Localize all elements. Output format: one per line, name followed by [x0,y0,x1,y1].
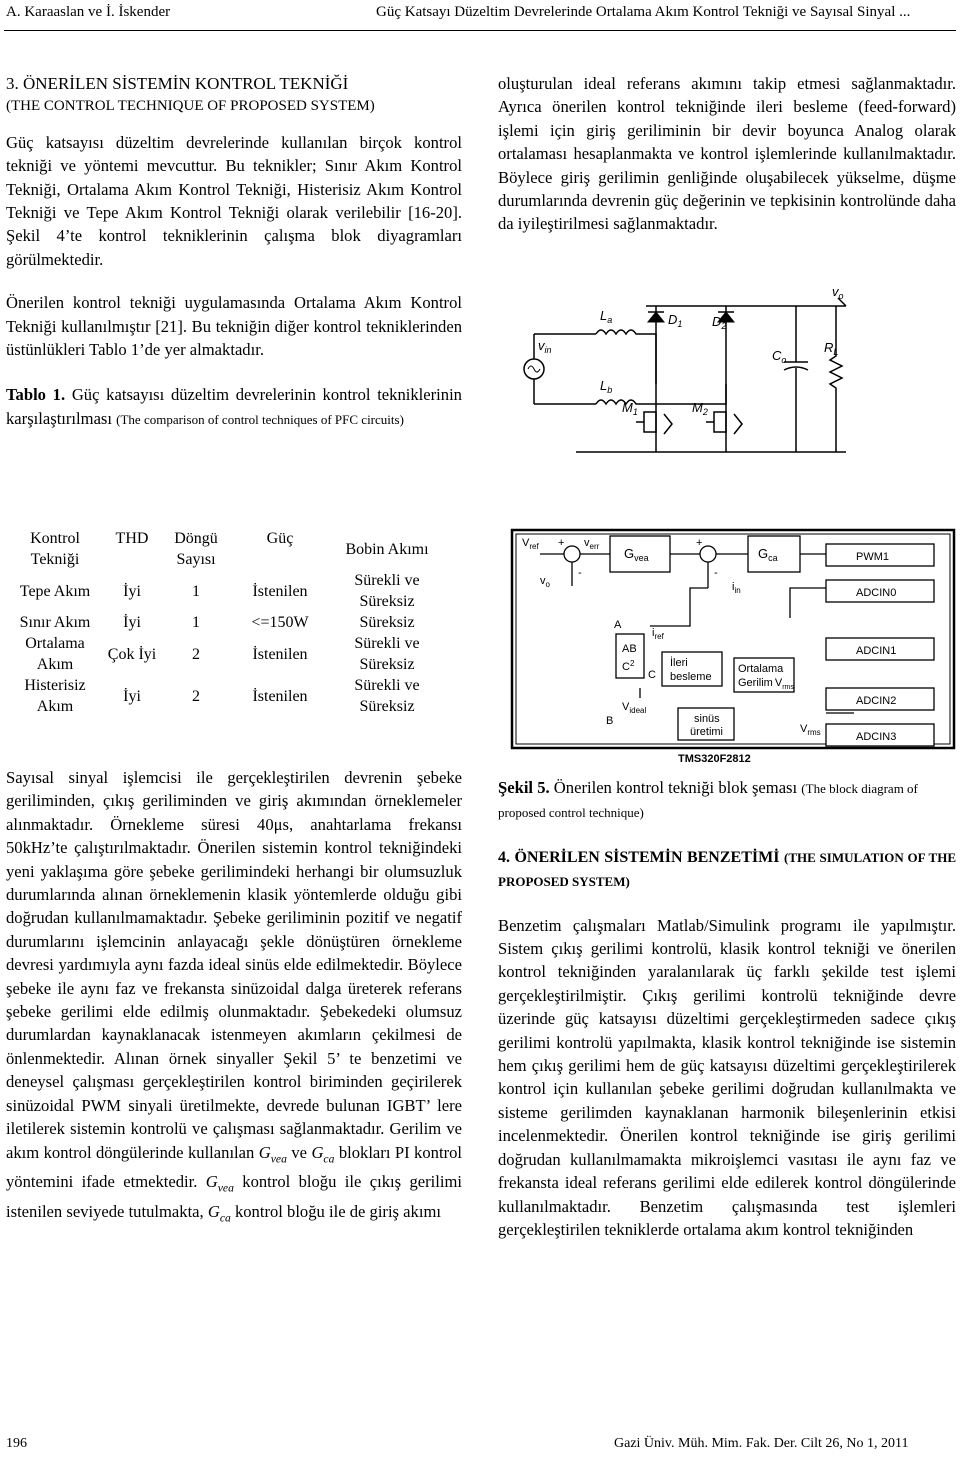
comparison-table [6,528,446,717]
section3-subtitle: (THE CONTROL TECHNIQUE OF PROPOSED SYSTEM) [6,98,375,115]
table-cell: <=150W [251,614,309,631]
right-top-paragraph: oluşturulan ideal referans akımını takip etmesi sağlanmaktadır. Ayrıca önerilen kontrol tekniğinde ileri besleme (feed-forward) işlemi için giriş geriliminin bir devir boyunca Analog olarak ortalaması hesaplanmakta ve kontrol işlemlerinde kullanılmaktadır. Böylece giriş gerilimin genliğinde oluşabilecek yükselme, düşme durumlarında devrenin güç değerinin ve tepkisinin kontrolünde daha da iyileştirilmesi sağlanmaktadır. [498,74,956,234]
table-cell: İyi [123,687,141,705]
table-header-cell: THD [115,530,149,547]
figure5-label: Şekil 5. [498,778,550,797]
section3-paragraph-2: Önerilen kontrol tekniği uygulamasında Ortalama Akım Kontrol Tekniği kullanılmıştır [21]. Bu tekniğin diğer kontrol tekniklerinden üstünlükleri Tablo 1’de yer almaktadır. [6,293,462,360]
circuit-d2-label: $D_2$ [712,314,727,331]
journal-footer: Gazi Üniv. Müh. Mim. Fak. Der. Cilt 26, No 1, 2011 [614,1436,909,1451]
bd-ab-label: AB [622,643,637,655]
diode-d1-icon [648,312,664,322]
circuit-co-label: $C_o$ [772,348,787,365]
bd-iref-label: $i_{ref}$ [652,627,664,641]
table-cell: İstenilen [252,582,308,600]
table1-caption-en: (The comparison of control techniques of PFC circuits) [116,411,404,427]
control-block-diagram [510,528,956,766]
bd-gca-label: $G_{ca}$ [758,546,778,563]
gvea-symbol-2: G [205,1172,218,1192]
right-top-block [498,72,956,236]
table-header-cell: Kontrol Tekniği [30,530,80,568]
table-row [6,612,446,633]
table-cell: Çok İyi [107,645,157,663]
bd-adc3-label: ADCIN3 [856,731,897,743]
bd-verr-label: $v_{err}$ [584,537,600,551]
bd-b-label: B [606,715,614,727]
page-number: 196 [6,1436,27,1451]
figure5-caption-tr: Önerilen kontrol tekniği blok şeması [553,778,798,797]
section3-block [6,72,462,431]
bd-ileri-label: İleri [670,657,688,669]
bd-a-label: A [614,619,622,631]
bd-dsp-label: TMS320F2812 [678,753,751,765]
bd-iin-label: $i_{in}$ [732,581,741,595]
bd-gerilim-label: Gerilim $V_{rms}$ [738,677,794,691]
table-cell: Sürekli ve Süreksiz [354,635,420,673]
figure5-caption [498,776,956,825]
circuit-d1-label: $D_1$ [668,312,683,329]
table-row [6,675,446,717]
table-cell: İstenilen [252,645,308,663]
bd-videal-label: $V_{ideal}$ [622,701,647,715]
left-body-text-d: kontrol bloğu ile de giriş akımı [230,1201,441,1221]
bd-adc2-label: ADCIN2 [856,695,897,707]
bd-plus-label-2: + [696,537,703,549]
table-cell: 1 [192,582,200,600]
header-rule [4,30,956,31]
table-cell: Histerisiz Akım [24,677,86,715]
bd-c2-label: $C^2$ [622,659,635,673]
table-cell: 1 [192,614,200,631]
table-header-cell: Bobin Akımı [345,540,429,558]
gvea-sub: vea [270,1151,287,1165]
left-body-text: Sayısal sinyal işlemcisi ile gerçekleştirilen devrenin şebeke geriliminden, çıkış geriliminden ve giriş akımından örneklemeler alınmaktadır. Örnekleme süresi 40μs, anahtarlama frekansı 50kHz’te çalıştırılmaktadır. Önerilen sistemin kontrol tekniğindeki yeni yaklaşıma göre şebeke gerilimindeki herhangi bir olumsuzluk durumlarında alınan örneklemenin klasik yöntemlerde olduğu gibi doğrudan kullanılmamaktadır. Şebeke geriliminin pozitif ve negatif durumlarını işlemcinin anlayacağı şekle dönüştüren örnekleme devresi yardımıyla aynı fazda ideal sinüs elde edilmektedir. Böylece şebeke ile aynı faz ve frekansta sinüzoidal dalga üreterek referans şebeke gerilimi elde edilmiş olunmaktadır. Şebekedeki olumsuz durumlardan kaynaklanacak istenmeyen akımların çekilmesi de önlenmektedir. Alınan örnek sinyaller Şekil 5’ te benzetimi ve deneysel çalışması gerçekleştirilen kontrol biriminden geçirilerek sinüzoidal PWM sinyali üretilmekte, devrede bulunan IGBT’ lere iletilerek sistemin kontrolü ve çalışması sağlanmaktadır. Gerilim ve akım kontrol döngülerinde kullanılan [6,768,462,1162]
bd-adc1-label: ADCIN1 [856,645,897,657]
left-body-block [6,766,462,1230]
table-cell: Sürekli ve Süreksiz [354,572,420,610]
table-cell: Sınır Akım [19,614,91,631]
table-header-cell: Güç [266,530,294,547]
left-body-text-b: blokları PI kontrol yöntemini ifade etmektedir. [6,1142,462,1192]
table-cell: Tepe Akım [19,582,91,600]
bd-minus-label: - [578,567,582,579]
table-header-row [6,528,446,570]
bd-ortalama-label: Ortalama [738,663,784,675]
gca-symbol: G [311,1142,324,1162]
table1-label: Tablo 1. [6,385,66,405]
table-cell: 2 [192,645,200,663]
table-cell: İyi [123,614,141,631]
circuit-m1-label: $M_1$ [622,400,638,417]
table-row [6,633,446,675]
gvea-sub-2: vea [217,1181,234,1195]
running-header-authors: A. Karaaslan ve İ. İskender [6,4,171,20]
gca-sub: ca [323,1151,335,1165]
bd-besleme-label: besleme [670,671,712,683]
section3-paragraph-1: Güç katsayısı düzeltim devrelerinde kullanılan birçok kontrol tekniği ve yöntemi mevcuttur. Bu teknikler; Sınır Akım Kontrol Tekniği, Ortalama Akım Kontrol Tekniği, Histerisiz Akım Kontrol Tekniği ve Tepe Akım Kontrol Tekniği olarak verilebilir [16-20]. Şekil 4’te kontrol tekniklerinin çalışma blok diyagramları görülmektedir. [6,132,462,269]
section4-title: 4. ÖNERİLEN SİSTEMİN BENZETİMİ [498,848,780,866]
circuit-vin-label: $v_{in}$ [538,338,552,355]
table1-caption-tr: Güç katsayısı düzeltim devrelerinin kontrol tekniklerinin karşılaştırılması [6,385,462,428]
figure5-caption-en: (The block diagram of proposed control technique) [498,781,918,821]
table1-caption [6,383,462,431]
bd-sinus-label: sinüs [694,713,720,725]
bd-minus-label-2: - [714,567,718,579]
bd-adc0-label: ADCIN0 [856,587,897,599]
right-bottom-block [498,776,956,1241]
table-cell: Ortalama Akım [25,635,85,673]
pfc-circuit-figure [516,284,856,464]
circuit-vo-label: $v_o$ [832,284,844,301]
bd-vref-label: $V_{ref}$ [522,537,539,551]
section4-heading [498,845,956,894]
gvea-symbol: G [258,1142,271,1162]
bd-c-label: C [648,669,656,681]
table-header-cell: Döngü Sayısı [174,530,218,568]
table-row [6,570,446,612]
section3-title: 3. ÖNERİLEN SİSTEMİN KONTROL TEKNİĞİ [6,74,349,93]
table-cell: 2 [192,687,200,705]
conj-text: ve [286,1142,312,1162]
bd-plus-label: + [558,537,565,549]
left-body-text-c: kontrol bloğu ile çıkış gerilimi istenilen seviyede tutulmakta, [6,1172,463,1221]
bd-vrms-label: $V_{rms}$ [800,723,821,737]
circuit-lb-label: $L_b$ [600,378,613,395]
bd-pwm-label: PWM1 [856,551,889,563]
left-body-paragraph [6,766,462,1230]
section4-paragraph: Benzetim çalışmaları Matlab/Simulink programı ile yapılmıştır. Sistem çıkış gerilimi kontrolü, klasik kontrol tekniği ve önerilen kontrol tekniğinden yaralanılarak üç farklı şekilde test işlemi gerçekleştirilmiştir. Çıkış gerilimi kontrolü tekniğinde devre üzerinde güç katsayısı düzeltimi gerçekleştirmeden sadece çıkış gerilimi kontrolü yapılmakta, klasik kontrol tekniğinde ise sistemin hem çıkış gerilimi hem de güç katsayısı düzeltimi gerçekleştirilerek kontrol için kullanılan şebeke gerilimi doğrudan kullanılmakta ve sisteme gerilimden kaynaklanan harmonik bileşenlerinin etkisi incelenmektedir. Önerilen kontrol tekniğinde ise giriş gerilimi doğrudan kullanılmamakta mikroişlemci vasıtası ile aynı faz ve frekansta ideal referans gerilimi elde edilerek kontrol döngülerinde kullanılmaktadır. Benzetim çalışmasında test işlemleri gerçekleştirilen tekniklerde ortalama akım kontrol tekniğinden [498,915,956,1239]
bd-gvea-label: $G_{vea}$ [624,546,649,563]
circuit-rl-label: $R_L$ [824,340,839,357]
gca-sub-2: ca [219,1211,231,1225]
bd-uretimi-label: üretimi [690,726,724,738]
table-cell: İstenilen [252,687,308,705]
bd-vo-label: $v_o$ [540,575,550,589]
table-cell: Süreksiz [359,614,415,631]
circuit-m2-label: $M_2$ [692,400,708,417]
section4-subtitle: (THE SIMULATION OF THE PROPOSED SYSTEM) [498,849,956,890]
running-header-title: Güç Katsayı Düzeltim Devrelerinde Ortalama Akım Kontrol Tekniği ve Sayısal Sinyal ... [376,4,911,20]
circuit-la-label: $L_a$ [600,308,613,325]
table-cell: İyi [123,582,141,600]
gca-symbol-2: G [207,1201,220,1221]
table-cell: Sürekli ve Süreksiz [354,677,420,715]
